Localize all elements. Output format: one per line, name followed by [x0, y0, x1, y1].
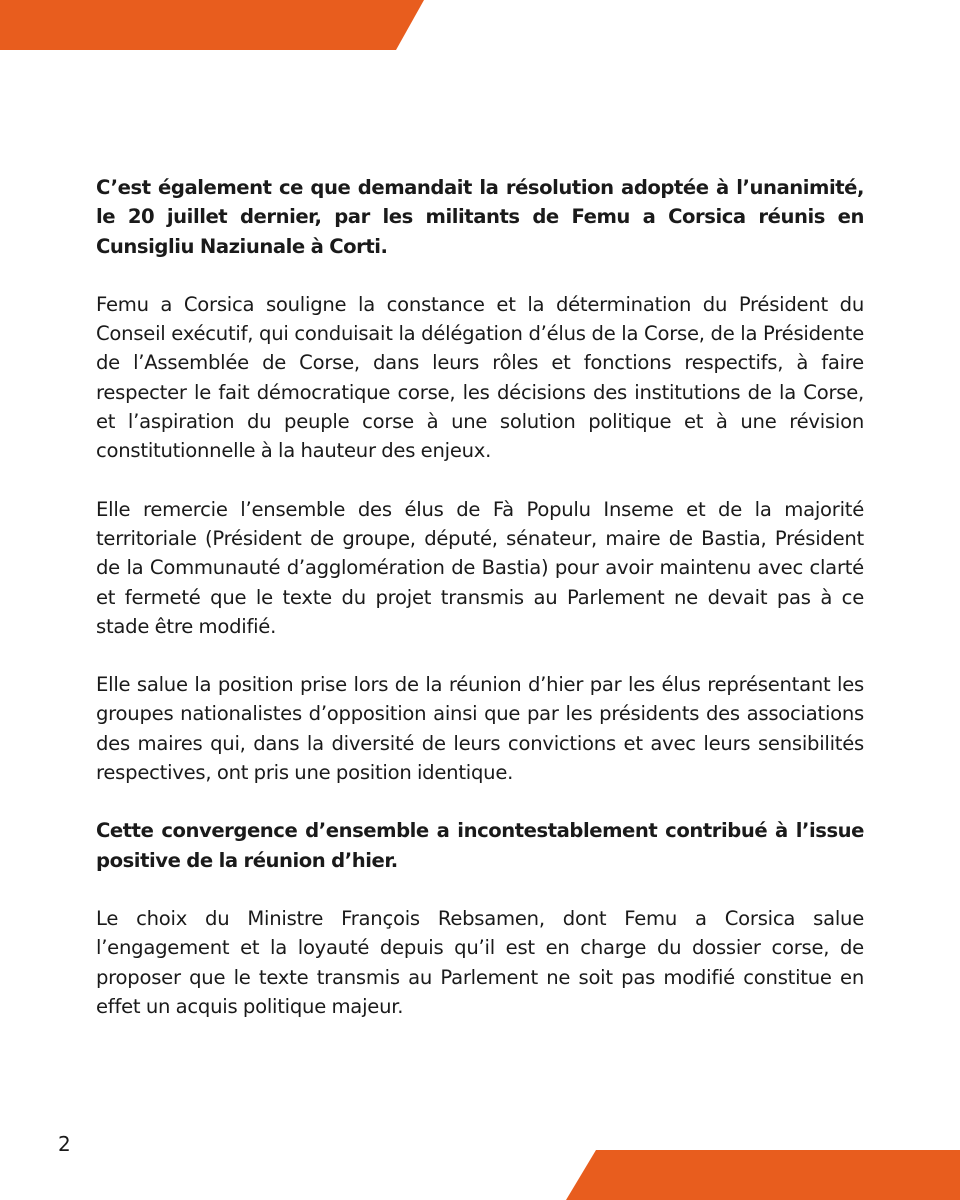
page-number: 2: [58, 1132, 71, 1156]
paragraph-remerciements: Elle remercie l’ensemble des élus de Fà Populu Inseme et de la majorité territoriale (Président de groupe, député, sénateur, maire de Bastia, Président de la Communauté d’agglomération de Bastia) pour avoir maintenu avec clarté et fermeté que le texte du projet transmis au Parlement ne devait pas à ce stade être modifié.: [96, 497, 864, 638]
document-body: [96, 173, 864, 1050]
paragraph-constance: Femu a Corsica souligne la constance et la détermination du Président du Conseil exécutif, qui conduisait la délégation d’élus de la Corse, de la Présidente de l’Assemblée de Corse, dans leurs rôles et fonctions respectifs, à faire respecter le fait démocratique corse, les décisions des institutions de la Corse, et l’aspiration du peuple corse à une solution politique et à une révision constitutionnelle à la hauteur des enjeux.: [96, 292, 864, 463]
paragraph-convergence: Cette convergence d’ensemble a incontestablement contribué à l’issue positive de la réunion d’hier.: [96, 819, 864, 872]
top-accent-bar: [0, 0, 424, 50]
paragraph-ministre: Le choix du Ministre François Rebsamen, dont Femu a Corsica salue l’engagement et la loyauté depuis qu’il est en charge du dossier corse, de proposer que le texte transmis au Parlement ne soit pas modifié constitue en effet un acquis politique majeur.: [96, 906, 864, 1018]
paragraph-resolution: C’est également ce que demandait la résolution adoptée à l’unanimité, le 20 juillet dernier, par les militants de Femu a Corsica réunis en Cunsigliu Naziunale à Corti.: [96, 176, 864, 258]
bottom-accent-bar: [566, 1150, 960, 1200]
paragraph-opposition: Elle salue la position prise lors de la réunion d’hier par les élus représentant les groupes nationalistes d’opposition ainsi que par les présidents des associations des maires qui, dans la diversité de leurs convictions et avec leurs sensibilités respectives, ont pris une position identique.: [96, 673, 864, 785]
